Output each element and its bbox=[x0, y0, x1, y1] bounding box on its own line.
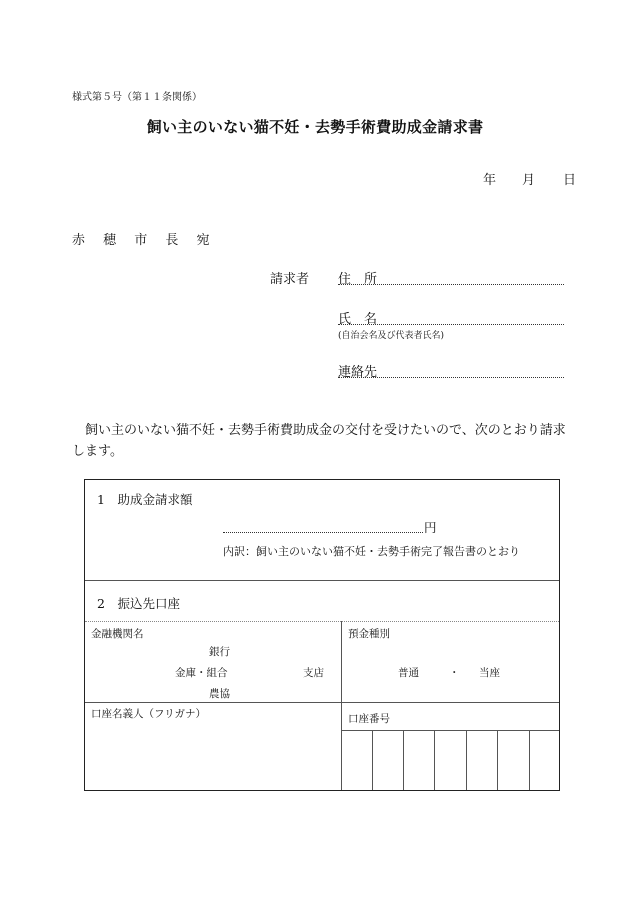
date-month-label: 月 bbox=[522, 173, 536, 188]
yen-label: 円 bbox=[424, 520, 437, 535]
addressee: 赤 穂 市 長 宛 bbox=[72, 233, 210, 248]
account-digit-cell-divider bbox=[434, 730, 435, 790]
account-holder-label: 口座名義人（フリガナ） bbox=[91, 708, 206, 720]
request-statement: 飼い主のいない猫不妊・去勢手術費助成金の交付を受けたいので、次のとおり請求します。 bbox=[72, 423, 566, 459]
bank-name-label: 金融機関名 bbox=[91, 628, 144, 640]
name-label: 氏 名 bbox=[338, 312, 378, 327]
deposit-separator: ・ bbox=[449, 667, 460, 679]
claim-details-table bbox=[84, 479, 560, 791]
contact-label: 連絡先 bbox=[338, 365, 378, 380]
date-day-label: 日 bbox=[563, 173, 577, 188]
amount-field[interactable] bbox=[223, 532, 423, 533]
name-field[interactable] bbox=[338, 324, 564, 325]
account-digit-cell-divider bbox=[466, 730, 467, 790]
date-year-label: 年 bbox=[483, 173, 497, 188]
name-note: (自治会名及び代表者氏名) bbox=[338, 331, 445, 341]
address-label: 住 所 bbox=[338, 272, 378, 287]
branch-label: 支店 bbox=[303, 667, 324, 679]
account-digit-cell-divider bbox=[372, 730, 373, 790]
section1-heading: 1 助成金請求額 bbox=[97, 492, 193, 507]
account-number-label: 口座番号 bbox=[348, 713, 390, 725]
breakdown-text: 内訳：飼い主のいない猫不妊・去勢手術完了報告書のとおり bbox=[223, 545, 520, 558]
deposit-toza-option[interactable]: 当座 bbox=[479, 667, 500, 679]
claimant-label: 請求者 bbox=[270, 272, 310, 287]
bank-type-kinko: 金庫・組合 bbox=[175, 667, 228, 679]
deposit-futsu-option[interactable]: 普通 bbox=[398, 667, 419, 679]
bank-type-ginko: 銀行 bbox=[209, 646, 230, 658]
address-field[interactable] bbox=[338, 284, 564, 285]
section2-heading: 2 振込先口座 bbox=[97, 596, 180, 611]
account-digit-cell-divider bbox=[403, 730, 404, 790]
account-digit-cell-divider bbox=[529, 730, 530, 790]
deposit-type-label: 預金種別 bbox=[348, 628, 390, 640]
contact-field[interactable] bbox=[338, 377, 564, 378]
bank-type-nokyo: 農協 bbox=[209, 688, 230, 700]
account-digit-cell-divider bbox=[497, 730, 498, 790]
form-number: 様式第５号（第１１条関係） bbox=[72, 92, 202, 103]
page-title: 飼い主のいない猫不妊・去勢手術費助成金請求書 bbox=[146, 118, 484, 136]
